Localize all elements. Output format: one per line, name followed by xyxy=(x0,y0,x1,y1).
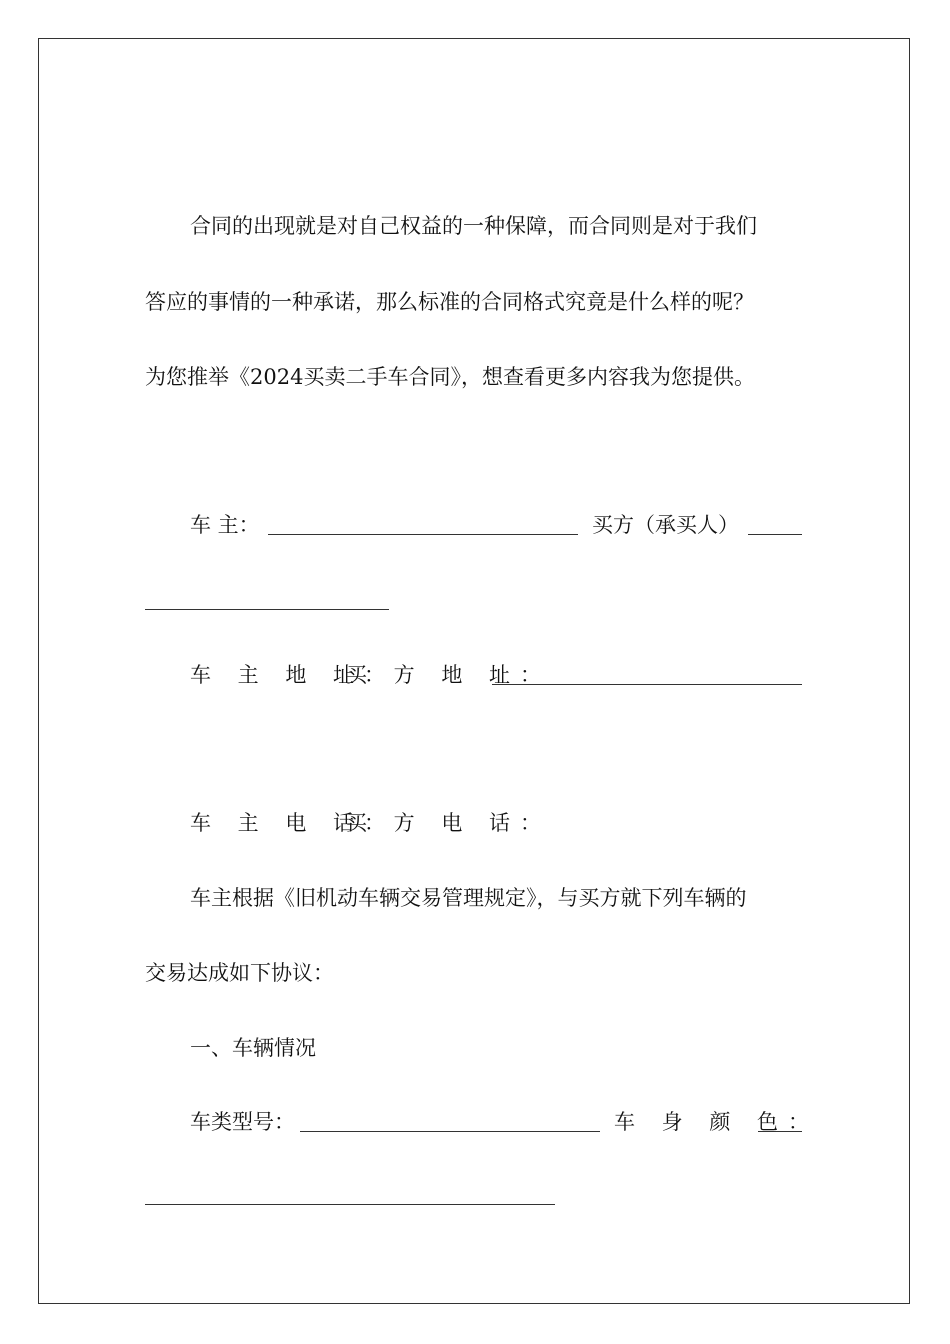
body-color-label: 车 身 颜 色： xyxy=(614,1110,820,1134)
owner-label: 车 主： xyxy=(190,513,260,537)
buyer-blank-continued[interactable] xyxy=(145,609,389,610)
section-1-heading: 一、车辆情况 xyxy=(190,1036,316,1060)
vehicle-model-blank[interactable] xyxy=(300,1131,600,1132)
agreement-line-2: 交易达成如下协议： xyxy=(145,961,334,985)
agreement-line-1: 车主根据《旧机动车辆交易管理规定》，与买方就下列车辆的 xyxy=(190,886,747,910)
owner-phone-label: 车 主 电 话： xyxy=(190,811,396,835)
intro-line-2: 答应的事情的一种承诺，那么标准的合同格式究竟是什么样的呢？ xyxy=(145,290,754,314)
intro-line-1: 合同的出现就是对自己权益的一种保障，而合同则是对于我们 xyxy=(190,214,757,238)
body-color-blank-continued[interactable] xyxy=(145,1204,555,1205)
intro-line-3: 为您推举《2024买卖二手车合同》，想查看更多内容我为您提供。 xyxy=(145,365,755,389)
buyer-blank[interactable] xyxy=(748,534,802,535)
buyer-address-blank[interactable] xyxy=(492,684,802,685)
buyer-label: 买方（承买人） xyxy=(592,513,739,537)
owner-blank[interactable] xyxy=(268,534,578,535)
vehicle-model-label: 车类型号： xyxy=(190,1110,295,1134)
body-color-blank[interactable] xyxy=(758,1131,802,1132)
buyer-phone-label: 买 方 电 话： xyxy=(346,811,552,835)
owner-address-label: 车 主 地 址： xyxy=(190,663,396,687)
buyer-address-label: 买 方 地 址： xyxy=(346,663,552,687)
